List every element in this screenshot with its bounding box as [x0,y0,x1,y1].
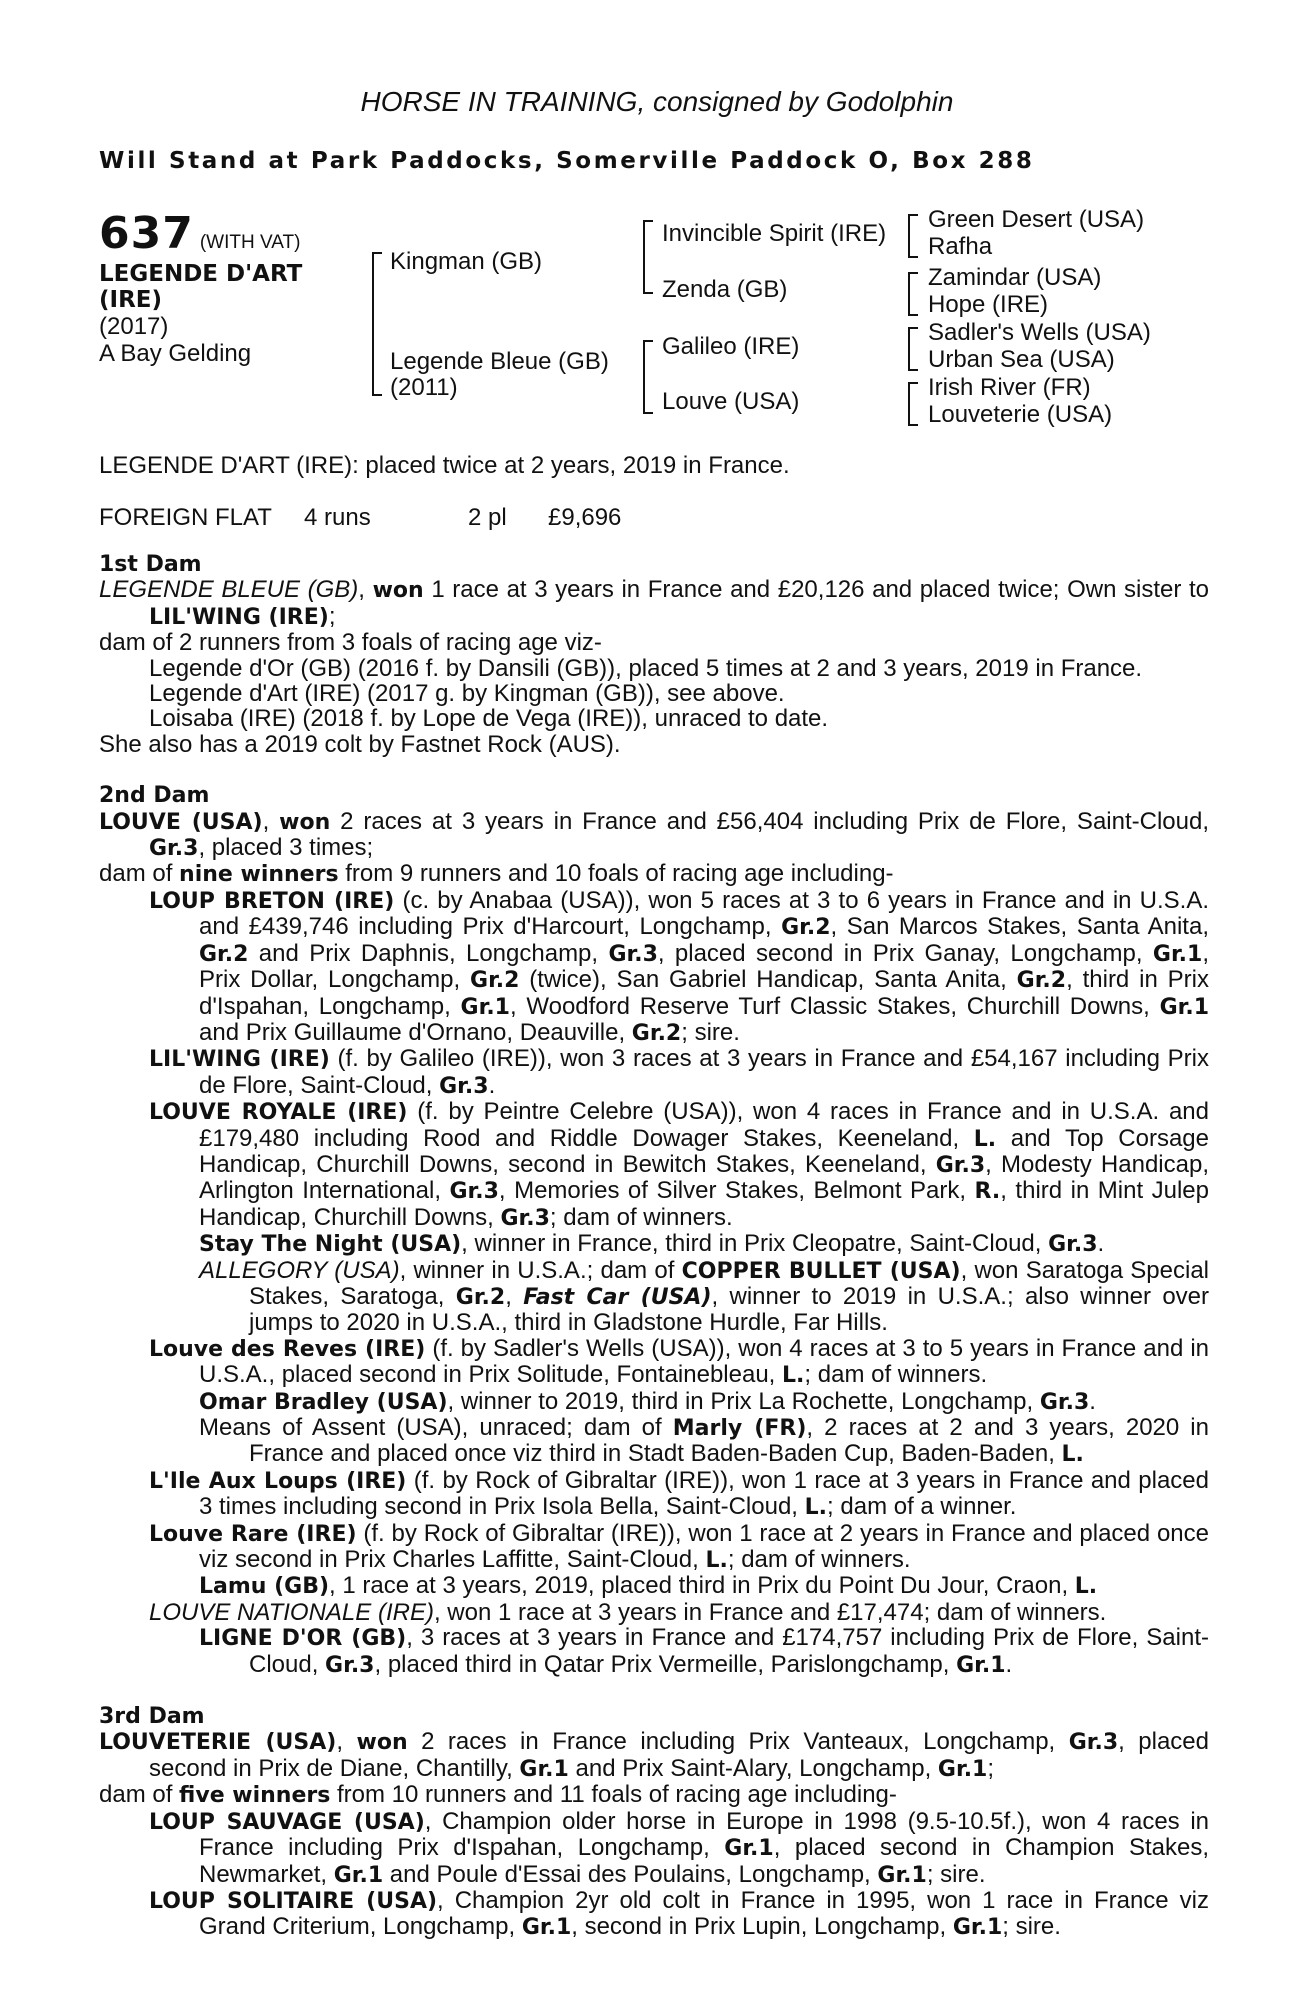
pedigree-dam: Legende Bleue (GB) [390,348,609,375]
pedigree-brace-dd [908,382,918,426]
page-heading: HORSE IN TRAINING, consigned by Godolphin [360,86,954,117]
produce-entry: LOUP SOLITAIRE (USA), Champion 2yr old colt in France in 1995, won 1 race in France viz Grand Criterium, Longchamp, Gr.1, second in Prix Lupin, Longchamp, Gr.1; sire. [149,1886,1209,1941]
pedigree-brace-ds [908,327,918,371]
pedigree-brace-sd [908,272,918,316]
pedigree-dam-sire: Galileo (IRE) [662,333,800,360]
pedigree-sire: Kingman (GB) [390,248,543,275]
produce-entry: Louve Rare (IRE) (f. by Rock of Gibraltar (IRE)), won 1 race at 2 years in France and placed once viz second in Prix Charles Laffitte, Saint-Cloud, L.; dam of winners. [149,1519,1210,1574]
offspring-item: Legende d'Or (GB) (2016 f. by Dansili (GB)), placed 5 times at 2 and 3 years, 2019 in France. [149,654,1143,682]
dam-intro: LOUVETERIE (USA), won 2 races in France including Prix Vanteaux, Longchamp, Gr.3, placed second in Prix de Diane, Chantilly, Gr.1 and Prix Saint-Alary, Longchamp, Gr.1; [99,1728,1209,1782]
race-record-runs: 4 runs [304,504,371,531]
produce-entry: Louve des Reves (IRE) (f. by Sadler's Wells (USA)), won 4 races at 3 to 5 years in France and in U.S.A., placed second in Prix Solitude, Fontainebleau, L.; dam of winners. [149,1334,1209,1389]
pedigree-ssd: Rafha [928,233,993,260]
produce-entry: Lamu (GB), 1 race at 3 years, 2019, placed third in Prix du Point Du Jour, Craon, L. [199,1572,1098,1600]
offspring-item: Loisaba (IRE) (2018 f. by Lope de Vega (IRE)), unraced to date. [149,705,829,733]
produce-entry: LOUVE ROYALE (IRE) (f. by Peintre Celebre (USA)), won 4 races in France and in U.S.A. and £179,480 including Rood and Riddle Dowager Stakes, Keeneland, L. and Top Corsage Handicap, Churchill Downs, second in Bewitch Stakes, Keeneland, Gr.3, Modesty Handicap, Arlington International, Gr.3, Memories of Silver Stakes, Belmont Park, R., third in Mint Julep Handicap, Churchill Downs, Gr.3; dam of winners. [149,1098,1209,1231]
dam-of-line: dam of nine winners from 9 runners and 10 foals of racing age including- [99,860,894,888]
offspring-item: Legende d'Art (IRE) (2017 g. by Kingman (GB)), see above. [149,680,785,708]
produce-entry: L'Ile Aux Loups (IRE) (f. by Rock of Gibraltar (IRE)), won 1 race at 3 years in France and placed 3 times including second in Prix Isola Bella, Saint-Cloud, L.; dam of a winner. [149,1466,1209,1521]
section-heading: 1st Dam [99,552,202,577]
pedigree-brace-dam [643,340,653,414]
produce-entry: LOUP BRETON (IRE) (c. by Anabaa (USA)), won 5 races at 3 to 6 years in France and in U.S.A. and £439,746 including Prix d'Harcourt, Longchamp, Gr.2, San Marcos Stakes, Santa Anita, Gr.2 and Prix Daphnis, Longchamp, Gr.3, placed second in Prix Ganay, Longchamp, Gr.1, Prix Dollar, Longchamp, Gr.2 (twice), San Gabriel Handicap, Santa Anita, Gr.2, third in Prix d'Ispahan, Longchamp, Gr.1, Woodford Reserve Turf Classic Stakes, Churchill Downs, Gr.1 and Prix Guillaume d'Ornano, Deauville, Gr.2; sire. [149,886,1209,1046]
stand-location: Will Stand at Park Paddocks, Somerville Paddock O, Box 288 [99,148,1035,174]
horse-description: A Bay Gelding [99,340,252,367]
vat-note: (WITH VAT) [199,232,301,253]
pedigree-sire-sire: Invincible Spirit (IRE) [662,220,887,247]
pedigree-dss: Sadler's Wells (USA) [928,319,1151,346]
section-heading: 3rd Dam [99,1704,205,1730]
race-record-placed: 2 pl [468,504,507,531]
section-heading: 2nd Dam [99,783,210,809]
pedigree-dam-dam: Louve (USA) [662,388,800,415]
dam-of-line: dam of five winners from 10 runners and 11 foals of racing age including- [99,1781,897,1809]
race-summary: LEGENDE D'ART (IRE): placed twice at 2 years, 2019 in France. [99,452,790,479]
race-record-earnings: £9,696 [548,504,622,531]
pedigree-brace-ss [908,214,918,258]
pedigree-dam-year: (2011) [390,374,458,401]
pedigree-sss: Green Desert (USA) [928,206,1145,233]
pedigree-sdd: Hope (IRE) [928,291,1049,318]
pedigree-dsd: Urban Sea (USA) [928,346,1115,373]
produce-entry: Stay The Night (USA), winner in France, third in Prix Cleopatre, Saint-Cloud, Gr.3. [199,1230,1105,1258]
lot-number: 637 [99,208,194,259]
produce-entry: LOUP SAUVAGE (USA), Champion older horse in Europe in 1998 (9.5-10.5f.), won 4 races in France including Prix d'Ispahan, Longchamp, Gr.1, placed second in Champion Stakes, Newmarket, Gr.1 and Poule d'Essai des Poulains, Longchamp, Gr.1; sire. [149,1807,1209,1888]
dam-of-line: dam of 2 runners from 3 foals of racing age viz- [99,629,602,657]
produce-entry: Omar Bradley (USA), winner to 2019, third in Prix La Rochette, Longchamp, Gr.3. [199,1387,1096,1415]
race-record-label: FOREIGN FLAT [99,504,272,531]
horse-year: (2017) [99,313,169,340]
horse-name-line2: (IRE) [99,287,163,313]
lot-block [99,208,302,367]
pedigree-sds: Zamindar (USA) [928,264,1102,291]
produce-entry: LOUVE NATIONALE (IRE), won 1 race at 3 years in France and £17,474; dam of winners. [149,1598,1107,1626]
pedigree-dds: Irish River (FR) [928,374,1091,401]
produce-entry: LIL'WING (IRE) (f. by Galileo (IRE)), won 3 races at 3 years in France and £54,167 including Prix de Flore, Saint-Cloud, Gr.3. [149,1045,1209,1099]
horse-name-line1: LEGENDE D'ART [99,261,303,287]
produce-entry: ALLEGORY (USA), winner in U.S.A.; dam of COPPER BULLET (USA), won Saratoga Special Stakes, Saratoga, Gr.2, Fast Car (USA), winner to 2019 in U.S.A.; also winner over jumps to 2020 in U.S.A., third in Gladstone Hurdle, Far Hills. [199,1256,1210,1337]
dam-intro: LOUVE (USA), won 2 races at 3 years in France and £56,404 including Prix de Flore, Saint-Cloud, Gr.3, placed 3 times; [99,807,1210,862]
produce-entry: Means of Assent (USA), unraced; dam of Marly (FR), 2 races at 2 and 3 years, 2020 in France and placed once viz third in Stadt Baden-Baden Cup, Baden-Baden, L. [199,1414,1209,1468]
pedigree-brace-main [372,252,382,396]
also-note: She also has a 2019 colt by Fastnet Rock (AUS). [99,730,621,758]
dam-intro: LEGENDE BLEUE (GB), won 1 race at 3 years in France and £20,126 and placed twice; Own sister to LIL'WING (IRE); [99,576,1210,630]
pedigree-sire-dam: Zenda (GB) [662,276,788,303]
pedigree-notes [99,552,1209,1941]
pedigree-ddd: Louveterie (USA) [928,401,1113,428]
pedigree-brace-sire [643,220,653,294]
produce-entry: LIGNE D'OR (GB), 3 races at 3 years in France and £174,757 including Prix de Flore, Saint-Cloud, Gr.3, placed third in Qatar Prix Vermeille, Parislongchamp, Gr.1. [199,1624,1209,1678]
